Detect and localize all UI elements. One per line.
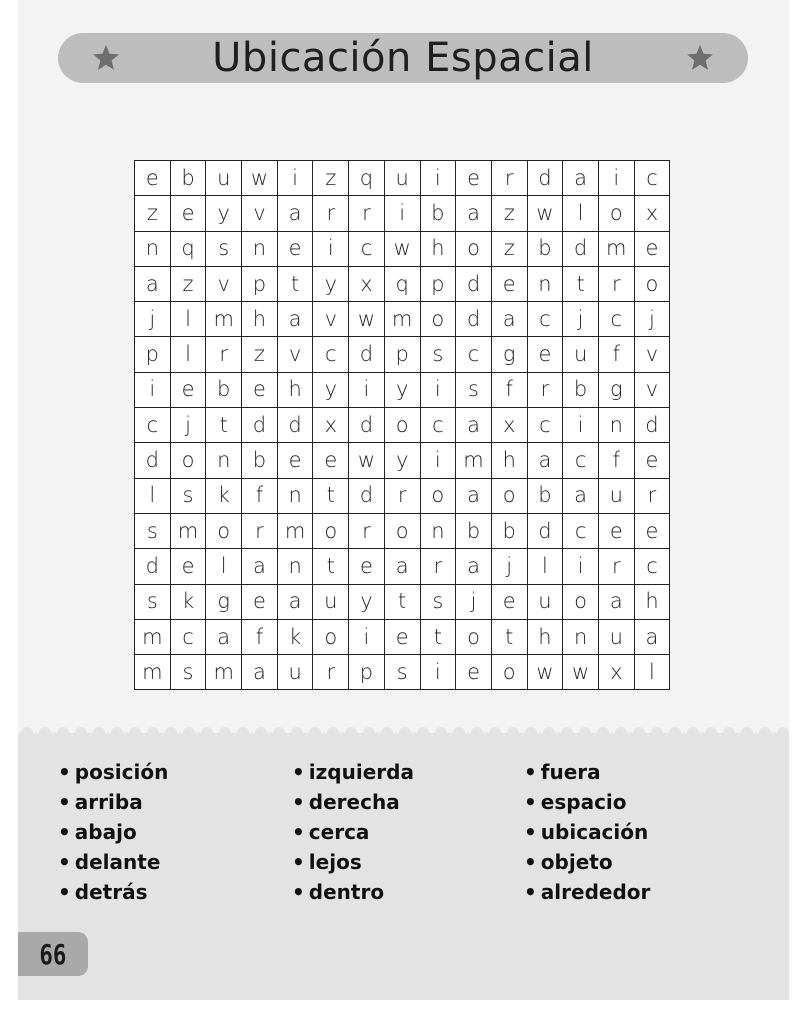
grid-cell[interactable]: d [135,549,171,584]
grid-cell[interactable]: r [313,655,349,690]
grid-cell[interactable]: n [420,513,456,548]
grid-cell[interactable]: n [527,266,563,301]
grid-cell[interactable]: s [420,337,456,372]
grid-cell[interactable]: s [170,478,206,513]
grid-cell[interactable]: m [277,513,313,548]
word-list-item [58,757,168,787]
grid-cell[interactable]: m [170,513,206,548]
word-list-item [292,817,414,847]
grid-cell[interactable]: o [491,478,527,513]
grid-cell[interactable]: a [277,584,313,619]
grid-cell[interactable]: b [420,196,456,231]
word-list-item [524,877,650,907]
grid-cell[interactable]: b [456,513,492,548]
grid-cell[interactable]: a [135,266,171,301]
grid-cell[interactable]: v [634,372,670,407]
grid-cell[interactable]: u [277,655,313,690]
grid-cell[interactable]: o [420,478,456,513]
grid-cell[interactable]: r [598,266,634,301]
grid-cell[interactable]: y [384,372,420,407]
grid-row [135,196,670,231]
bullet-icon: • [524,880,537,904]
grid-cell[interactable]: o [206,513,242,548]
grid-cell[interactable]: x [598,655,634,690]
grid-cell[interactable]: m [135,619,171,654]
grid-cell[interactable]: x [634,196,670,231]
word-list-item [524,817,650,847]
word-label: posición [74,760,169,784]
grid-cell[interactable]: i [313,231,349,266]
grid-cell[interactable]: g [491,337,527,372]
grid-row [135,655,670,690]
word-label: ubicación [540,820,649,844]
grid-cell[interactable]: i [420,372,456,407]
grid-cell[interactable]: z [242,337,278,372]
word-label: arriba [74,790,143,814]
grid-cell[interactable]: w [563,655,599,690]
grid-cell[interactable]: j [563,302,599,337]
grid-cell[interactable]: o [598,196,634,231]
grid-row [135,619,670,654]
grid-cell[interactable]: y [206,196,242,231]
grid-cell[interactable]: s [384,655,420,690]
grid-cell[interactable]: o [384,513,420,548]
grid-cell[interactable]: p [384,337,420,372]
grid-cell[interactable]: i [135,372,171,407]
grid-cell[interactable]: o [170,443,206,478]
grid-cell[interactable]: w [242,161,278,196]
grid-cell[interactable]: n [277,549,313,584]
grid-cell[interactable]: r [491,161,527,196]
grid-cell[interactable]: m [206,302,242,337]
grid-cell[interactable]: t [491,619,527,654]
word-list-item [292,787,414,817]
grid-cell[interactable]: e [170,372,206,407]
word-label: cerca [308,820,370,844]
grid-cell[interactable]: z [135,196,171,231]
grid-cell[interactable]: a [491,302,527,337]
grid-cell[interactable]: m [456,443,492,478]
grid-row [135,231,670,266]
grid-cell[interactable]: e [598,513,634,548]
grid-cell[interactable]: q [349,161,385,196]
grid-cell[interactable]: d [456,266,492,301]
grid-cell[interactable]: k [170,584,206,619]
grid-cell[interactable]: i [349,619,385,654]
grid-cell[interactable]: o [313,513,349,548]
grid-cell[interactable]: u [206,161,242,196]
grid-row [135,161,670,196]
grid-cell[interactable]: a [242,549,278,584]
grid-cell[interactable]: n [277,478,313,513]
grid-cell[interactable]: a [634,619,670,654]
grid-cell[interactable]: p [349,655,385,690]
grid-cell[interactable]: b [527,478,563,513]
grid-cell[interactable]: g [206,584,242,619]
word-list-column-2 [292,757,414,907]
grid-cell[interactable]: h [634,584,670,619]
grid-cell[interactable]: t [420,619,456,654]
grid-cell[interactable]: v [634,337,670,372]
grid-cell[interactable]: h [491,443,527,478]
grid-cell[interactable]: j [491,549,527,584]
grid-cell[interactable]: d [242,408,278,443]
grid-cell[interactable]: f [598,443,634,478]
grid-cell[interactable]: a [277,196,313,231]
grid-cell[interactable]: s [456,372,492,407]
grid-cell[interactable]: b [242,443,278,478]
grid-cell[interactable]: r [206,337,242,372]
grid-cell[interactable]: v [242,196,278,231]
grid-cell[interactable]: l [170,302,206,337]
grid-cell[interactable]: o [456,619,492,654]
grid-cell[interactable]: j [135,302,171,337]
bullet-icon: • [292,820,305,844]
bullet-icon: • [524,760,537,784]
grid-cell[interactable]: o [563,584,599,619]
grid-cell[interactable]: e [527,337,563,372]
grid-cell[interactable]: b [527,231,563,266]
grid-cell[interactable]: m [206,655,242,690]
grid-cell[interactable]: e [634,231,670,266]
page-number-tab [18,932,88,976]
grid-cell[interactable]: n [563,619,599,654]
grid-cell[interactable]: t [206,408,242,443]
grid-cell[interactable]: l [206,549,242,584]
grid-cell[interactable]: u [527,584,563,619]
grid-cell[interactable]: j [634,302,670,337]
grid-cell[interactable]: y [384,443,420,478]
grid-cell[interactable]: r [313,196,349,231]
grid-cell[interactable]: i [420,443,456,478]
grid-row [135,584,670,619]
grid-cell[interactable]: c [313,337,349,372]
grid-cell[interactable]: b [170,161,206,196]
grid-cell[interactable]: e [277,443,313,478]
word-label: lejos [308,850,362,874]
grid-cell[interactable]: b [563,372,599,407]
grid-cell[interactable]: i [384,196,420,231]
grid-cell[interactable]: d [349,408,385,443]
grid-cell[interactable]: m [384,302,420,337]
grid-cell[interactable]: c [456,337,492,372]
grid-cell[interactable]: s [135,513,171,548]
word-list-item [524,757,650,787]
bullet-icon: • [58,790,71,814]
grid-cell[interactable]: r [634,478,670,513]
grid-cell[interactable]: q [384,266,420,301]
grid-cell[interactable]: d [527,161,563,196]
grid-cell[interactable]: e [634,513,670,548]
grid-cell[interactable]: e [277,231,313,266]
grid-cell[interactable]: u [598,478,634,513]
grid-cell[interactable]: w [349,302,385,337]
bullet-icon: • [58,850,71,874]
grid-cell[interactable]: j [170,408,206,443]
grid-cell[interactable]: n [242,231,278,266]
grid-cell[interactable]: z [313,161,349,196]
grid-cell[interactable]: c [349,231,385,266]
word-label: delante [74,850,161,874]
grid-cell[interactable]: l [527,549,563,584]
bullet-icon: • [524,850,537,874]
bullet-icon: • [58,880,71,904]
grid-cell[interactable]: f [491,372,527,407]
bullet-icon: • [292,790,305,814]
grid-cell[interactable]: d [277,408,313,443]
grid-cell[interactable]: d [349,337,385,372]
grid-cell[interactable]: a [242,655,278,690]
page-number: 66 [39,937,67,971]
grid-row [135,266,670,301]
grid-cell[interactable]: c [598,302,634,337]
word-list-item [292,877,414,907]
word-list-item [292,757,414,787]
grid-cell[interactable]: n [135,231,171,266]
grid-cell[interactable]: s [206,231,242,266]
word-list-item [524,787,650,817]
grid-cell[interactable]: k [206,478,242,513]
bullet-icon: • [524,790,537,814]
grid-cell[interactable]: l [170,337,206,372]
grid-row [135,478,670,513]
grid-cell[interactable]: p [242,266,278,301]
grid-cell[interactable]: b [206,372,242,407]
grid-row [135,408,670,443]
grid-cell[interactable]: n [206,443,242,478]
grid-cell[interactable]: r [242,513,278,548]
word-list-item [524,847,650,877]
grid-cell[interactable]: x [491,408,527,443]
word-label: alrededor [540,880,651,904]
grid-cell[interactable]: d [456,302,492,337]
grid-cell[interactable]: c [563,513,599,548]
word-search-grid [134,160,670,690]
grid-cell[interactable]: t [277,266,313,301]
bullet-icon: • [292,850,305,874]
bullet-icon: • [58,760,71,784]
grid-row [135,302,670,337]
scalloped-edge [18,727,789,739]
word-label: derecha [308,790,400,814]
grid-cell[interactable]: e [491,584,527,619]
grid-cell[interactable]: e [313,443,349,478]
grid-cell[interactable]: r [349,196,385,231]
grid-cell[interactable]: m [135,655,171,690]
grid-cell[interactable]: t [563,266,599,301]
grid-cell[interactable]: l [634,655,670,690]
word-list-item [58,787,168,817]
title-banner [58,33,748,83]
word-label: espacio [540,790,627,814]
grid-cell[interactable]: d [135,443,171,478]
grid-cell[interactable]: o [384,408,420,443]
grid-cell[interactable]: a [456,196,492,231]
word-label: abajo [74,820,137,844]
grid-cell[interactable]: x [349,266,385,301]
word-list-item [58,847,168,877]
grid-cell[interactable]: z [170,266,206,301]
grid-cell[interactable]: e [456,161,492,196]
grid-cell[interactable]: h [242,302,278,337]
star-icon [685,43,715,73]
grid-cell[interactable]: e [170,196,206,231]
grid-cell[interactable]: c [527,408,563,443]
grid-cell[interactable]: v [313,302,349,337]
word-list-item [58,877,168,907]
grid-cell[interactable]: l [135,478,171,513]
grid-cell[interactable]: b [491,513,527,548]
grid-cell[interactable]: k [277,619,313,654]
grid-cell[interactable]: r [349,513,385,548]
grid-cell[interactable]: p [135,337,171,372]
star-icon [91,43,121,73]
grid-cell[interactable]: w [527,655,563,690]
grid-cell[interactable]: u [598,619,634,654]
grid-cell[interactable]: a [456,478,492,513]
grid-cell[interactable]: e [135,161,171,196]
grid-cell[interactable]: c [634,549,670,584]
grid-cell[interactable]: y [313,372,349,407]
grid-cell[interactable]: u [313,584,349,619]
grid-cell[interactable]: e [384,619,420,654]
grid-cell[interactable]: i [563,549,599,584]
grid-row [135,513,670,548]
bullet-icon: • [58,820,71,844]
grid-cell[interactable]: a [384,549,420,584]
grid-cell[interactable]: m [598,231,634,266]
grid-cell[interactable]: c [527,302,563,337]
grid-cell[interactable]: e [242,372,278,407]
grid-cell[interactable]: d [349,478,385,513]
grid-cell[interactable]: i [349,372,385,407]
grid-cell[interactable]: s [170,655,206,690]
grid-cell[interactable]: o [420,302,456,337]
grid-cell[interactable]: u [563,337,599,372]
word-label: detrás [74,880,148,904]
grid-cell[interactable]: f [242,619,278,654]
grid-cell[interactable]: c [135,408,171,443]
grid-cell[interactable]: v [277,337,313,372]
grid-cell[interactable]: i [563,408,599,443]
word-label: izquierda [308,760,414,784]
grid-cell[interactable]: y [313,266,349,301]
word-label: objeto [540,850,613,874]
grid-cell[interactable]: w [527,196,563,231]
grid-cell[interactable]: h [527,619,563,654]
grid-cell[interactable]: f [598,337,634,372]
grid-cell[interactable]: a [598,584,634,619]
grid-cell[interactable]: p [420,266,456,301]
word-list-item [292,847,414,877]
grid-cell[interactable]: i [420,161,456,196]
grid-cell[interactable]: q [170,231,206,266]
grid-cell[interactable]: o [456,231,492,266]
grid-cell[interactable]: o [491,655,527,690]
grid-cell[interactable]: w [384,231,420,266]
grid-cell[interactable]: c [563,443,599,478]
grid-cell[interactable]: d [527,513,563,548]
grid-cell[interactable]: c [170,619,206,654]
grid-cell[interactable]: h [420,231,456,266]
grid-cell[interactable]: e [634,443,670,478]
grid-cell[interactable]: g [598,372,634,407]
grid-cell[interactable]: a [277,302,313,337]
grid-cell[interactable]: c [634,161,670,196]
grid-cell[interactable]: t [313,549,349,584]
grid-cell[interactable]: a [206,619,242,654]
grid-cell[interactable]: e [170,549,206,584]
grid-cell[interactable]: j [456,584,492,619]
grid-cell[interactable]: o [634,266,670,301]
grid-cell[interactable]: e [349,549,385,584]
grid-cell[interactable]: e [491,266,527,301]
grid-cell[interactable]: z [491,231,527,266]
grid-cell[interactable]: a [563,478,599,513]
grid-cell[interactable]: s [135,584,171,619]
grid-cell[interactable]: e [242,584,278,619]
grid-cell[interactable]: n [598,408,634,443]
grid-cell[interactable]: c [420,408,456,443]
grid-cell[interactable]: a [563,161,599,196]
grid-cell[interactable]: i [598,161,634,196]
grid-cell[interactable]: d [634,408,670,443]
grid-cell[interactable]: z [491,196,527,231]
word-list-item [58,817,168,847]
grid-cell[interactable]: d [563,231,599,266]
grid-cell[interactable]: a [456,549,492,584]
grid-row [135,443,670,478]
grid-cell[interactable]: r [527,372,563,407]
grid-cell[interactable]: t [313,478,349,513]
grid-cell[interactable]: l [563,196,599,231]
grid-cell[interactable]: a [456,408,492,443]
grid-cell[interactable]: w [349,443,385,478]
grid-cell[interactable]: a [527,443,563,478]
word-label: dentro [308,880,385,904]
grid-cell[interactable]: x [313,408,349,443]
bullet-icon: • [292,760,305,784]
grid-cell[interactable]: y [349,584,385,619]
page-title: Ubicación Espacial [212,35,594,81]
word-list-column-3 [524,757,650,907]
grid-cell[interactable]: t [384,584,420,619]
grid-cell[interactable]: r [384,478,420,513]
grid-cell[interactable]: u [384,161,420,196]
grid-cell[interactable]: e [456,655,492,690]
grid-cell[interactable]: r [420,549,456,584]
grid-cell[interactable]: i [420,655,456,690]
grid-row [135,337,670,372]
grid-row [135,549,670,584]
grid-cell[interactable]: s [420,584,456,619]
grid-cell[interactable]: h [277,372,313,407]
grid-cell[interactable]: v [206,266,242,301]
word-label: fuera [540,760,601,784]
grid-cell[interactable]: o [313,619,349,654]
grid-row [135,372,670,407]
grid-cell[interactable]: f [242,478,278,513]
bullet-icon: • [524,820,537,844]
grid-cell[interactable]: i [277,161,313,196]
bullet-icon: • [292,880,305,904]
grid-cell[interactable]: r [598,549,634,584]
word-list-column-1 [58,757,168,907]
